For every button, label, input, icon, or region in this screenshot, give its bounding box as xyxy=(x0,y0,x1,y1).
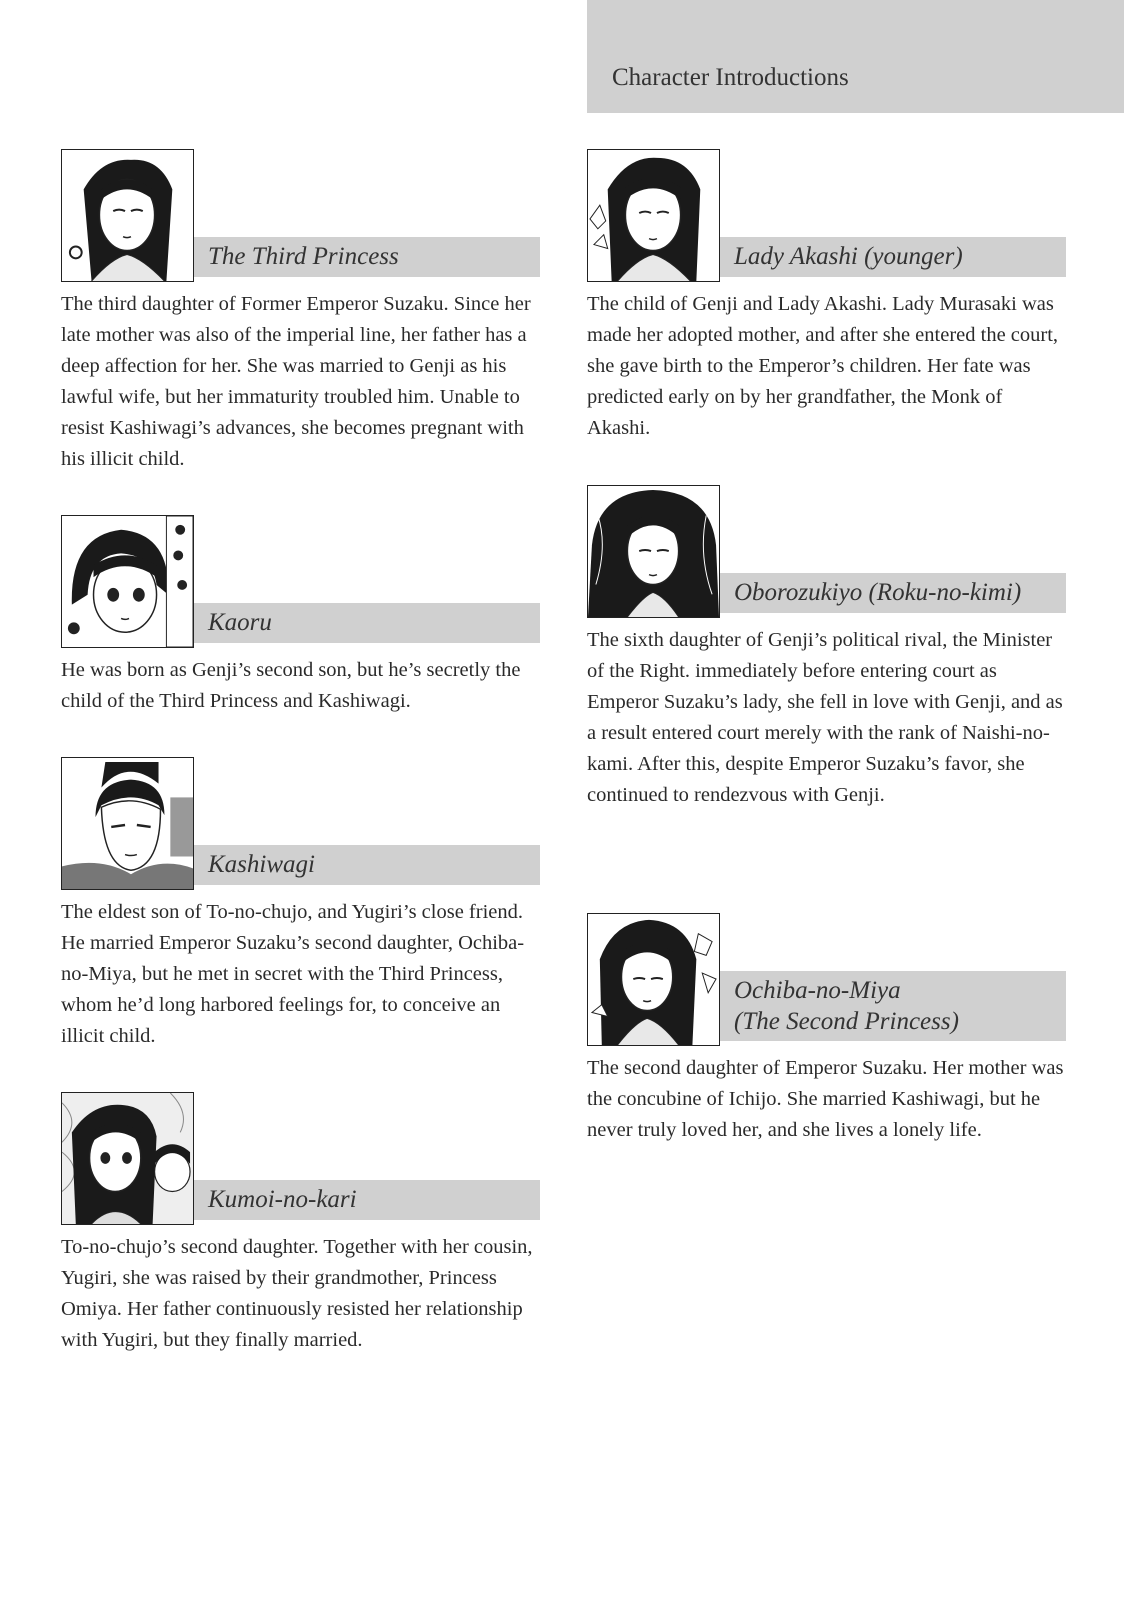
character-name: Kumoi-no-kari xyxy=(208,1186,357,1213)
portrait-kashiwagi-icon xyxy=(61,757,194,890)
character-description: The child of Genji and Lady Akashi. Lady Murasaki was made her adopted mother, and after she entered the court, she gave birth to the Emperor’s children. Her fate was predicted early on by her grandfather, the Monk of Akashi. xyxy=(587,293,1059,439)
portrait-kumoi-no-kari-icon xyxy=(61,1092,194,1225)
header-band xyxy=(587,0,1124,113)
portrait-kaoru-icon xyxy=(61,515,194,648)
character-description: To-no-chujo’s second daughter. Together with her cousin, Yugiri, she was raised by their grandmother, Princess Omiya. Her father continuously resisted her relationship with Yugiri, but they finally married. xyxy=(61,1236,533,1351)
page-title: Character Introductions xyxy=(612,64,849,91)
character-name: The Third Princess xyxy=(208,243,399,270)
portrait-third-princess-icon xyxy=(61,149,194,282)
name-bar xyxy=(194,1180,540,1220)
character-name: Oborozukiyo (Roku-no-kimi) xyxy=(734,579,1022,606)
character-name-line1: Ochiba-no-Miya xyxy=(734,977,901,1004)
portrait-oborozukiyo-icon xyxy=(587,485,720,618)
character-description: The third daughter of Former Emperor Suzaku. Since her late mother was also of the imperial line, her father has a deep affection for her. She was married to Genji as his lawful wife, but her immaturity troubled him. Unable to resist Kashiwagi’s advances, she becomes pregnant with his illicit child. xyxy=(61,293,531,470)
portrait-lady-akashi-icon xyxy=(587,149,720,282)
character-description: The sixth daughter of Genji’s political rival, the Minister of the Right. immediately before entering court as Emperor Suzaku’s lady, she fell in love with Genji, and as a result entered court merely with the rank of Naishi-no-kami. After this, despite Emperor Suzaku’s favor, she continued to rendezvous with Genji. xyxy=(587,629,1063,806)
character-description: The eldest son of To-no-chujo, and Yugiri’s close friend. He married Emperor Suzaku’s second daughter, Ochiba-no-Miya, but he met in secret with the Third Princess, whom he’d long harbored feelings for, to conceive an illicit child. xyxy=(61,901,525,1047)
character-name-line2: (The Second Princess) xyxy=(734,1008,959,1035)
name-bar xyxy=(720,971,1066,1041)
name-bar xyxy=(194,603,540,643)
character-name: Kaoru xyxy=(208,609,272,636)
character-description: He was born as Genji’s second son, but he’s secretly the child of the Third Princess and Kashiwagi. xyxy=(61,659,521,712)
portrait-ochiba-no-miya-icon xyxy=(587,913,720,1046)
character-name: Lady Akashi (younger) xyxy=(734,243,963,270)
character-name: Kashiwagi xyxy=(208,851,315,878)
name-bar xyxy=(194,845,540,885)
name-bar xyxy=(720,573,1066,613)
name-bar xyxy=(720,237,1066,277)
name-bar xyxy=(194,237,540,277)
character-description: The second daughter of Emperor Suzaku. Her mother was the concubine of Ichijo. She married Kashiwagi, but he never truly loved her, and she lives a lonely life. xyxy=(587,1057,1064,1141)
